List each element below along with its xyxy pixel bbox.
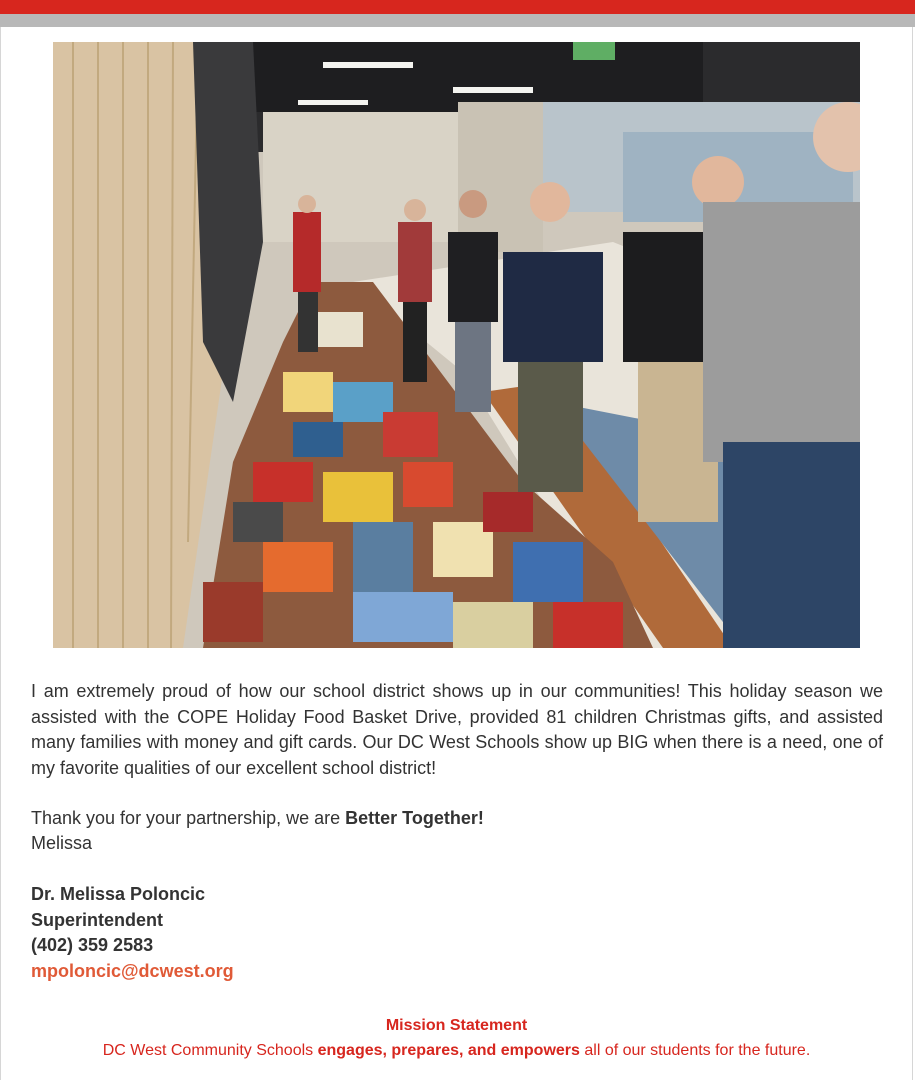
signature-title: Superintendent — [31, 909, 164, 930]
signature-block — [31, 882, 234, 984]
mission-statement — [0, 1042, 913, 1060]
mission-title: Mission Statement — [385, 1017, 528, 1034]
signature-name: Dr. Melissa Poloncic — [31, 884, 206, 904]
food-drive-photo — [53, 42, 860, 648]
signoff: Melissa — [31, 833, 93, 853]
header-accent-bar — [0, 0, 915, 14]
mission-emphasis: engages, prepares, and empowers — [317, 1042, 580, 1059]
thanks-line — [31, 806, 484, 832]
signature-phone: (402) 359 2583 — [31, 935, 154, 955]
thanks-tagline: Better Together! — [345, 808, 484, 828]
thanks-prefix: Thank you for your partnership, we are — [31, 808, 346, 828]
signature-email-link[interactable]: mpoloncic@dcwest.org — [31, 960, 234, 981]
mission-suffix: all of our students for the future. — [579, 1042, 811, 1059]
header-secondary-bar — [0, 14, 915, 27]
message-paragraph: I am extremely proud of how our school district shows up in our communities! This holiday season we assisted with the COPE Holiday Food Basket Drive, provided 81 children Christmas gifts, and assisted many families with money and gift cards. Our DC West Schools show up BIG when there is a need, one of my favorite qualities of our excellent school district! — [31, 681, 883, 778]
mission-prefix: DC West Community Schools — [102, 1042, 318, 1059]
